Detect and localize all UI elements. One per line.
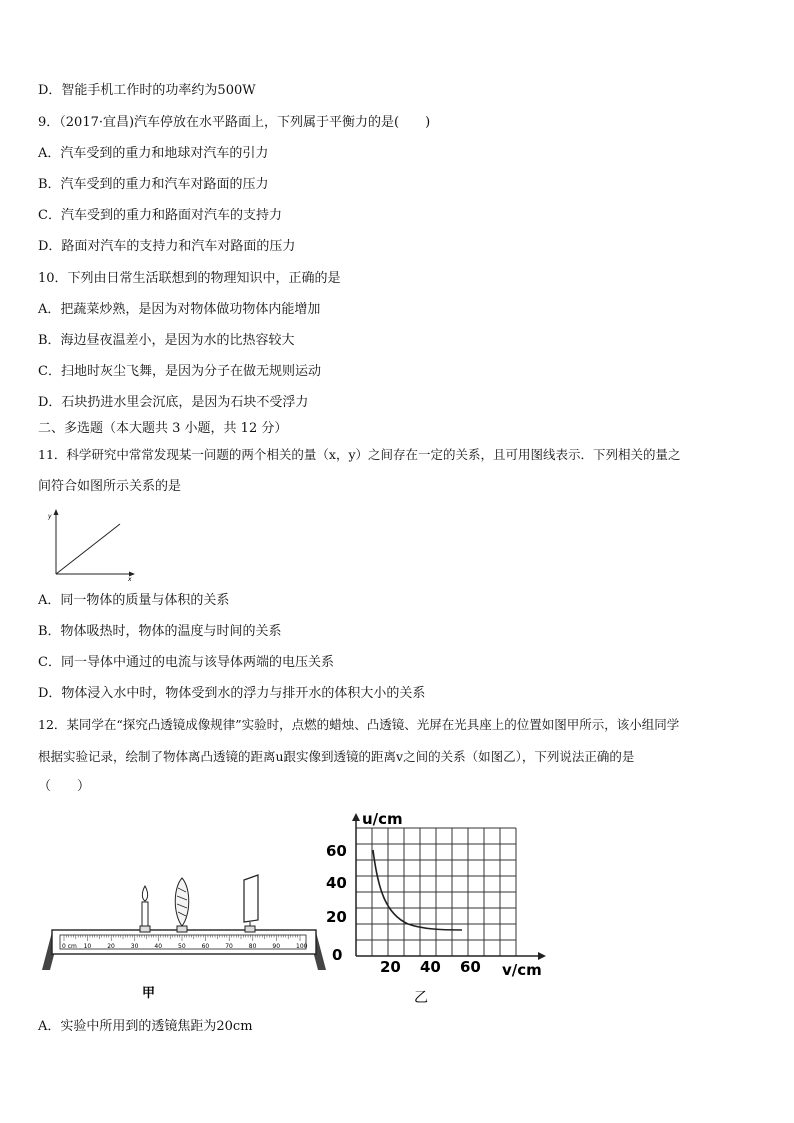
q10-option-a: A．把蔬菜炒熟，是因为对物体做功物体内能增加 <box>38 302 321 317</box>
scale-label: 10 <box>83 943 92 950</box>
v-axis-label: v/cm <box>502 961 542 979</box>
u-tick-40: 40 <box>326 874 347 892</box>
uv-graph-figure <box>322 810 552 1010</box>
q9-stem: 9．（2017·宜昌)汽车停放在水平路面上，下列属于平衡力的是( ) <box>38 115 431 130</box>
candle-left <box>140 886 150 932</box>
q10-stem: 10．下列由日常生活联想到的物理知识中，正确的是 <box>38 271 341 286</box>
q9-option-b: B．汽车受到的重力和汽车对路面的压力 <box>38 177 269 192</box>
scale-label: 80 <box>248 943 257 950</box>
q12-stem-line1: 12．某同学在“探究凸透镜成像规律”实验时，点燃的蜡烛、凸透镜、光屏在光具座上的位置如图甲所示，该小组同学 <box>38 717 680 732</box>
linear-graph-figure <box>40 506 140 582</box>
q10-option-d: D．石块扔进水里会沉底，是因为石块不受浮力 <box>38 395 309 410</box>
figure-caption-yi: 乙 <box>414 990 428 1006</box>
scale-label: 30 <box>130 943 139 950</box>
figure-caption-jia: 甲 <box>142 986 156 1001</box>
q11-option-d: D．物体浸入水中时，物体受到水的浮力与排开水的体积大小的关系 <box>38 686 426 701</box>
v-tick-20: 20 <box>380 958 401 976</box>
scale-label: 100 <box>296 943 308 950</box>
scale-label: 90 <box>272 943 281 950</box>
y-axis-label: y <box>48 513 52 520</box>
scale-label: 20 <box>107 943 115 950</box>
q8-option-d: D．智能手机工作时的功率约为500W <box>38 83 256 98</box>
scale-label: 60 <box>201 943 210 950</box>
q9-option-d: D．路面对汽车的支持力和汽车对路面的压力 <box>38 239 296 254</box>
q11-option-a: A．同一物体的质量与体积的关系 <box>38 593 230 608</box>
u-tick-60: 60 <box>326 842 347 860</box>
proportional-line <box>56 524 120 574</box>
u-v-curve <box>373 850 462 930</box>
light-screen <box>244 875 258 932</box>
scale-label: 70 <box>225 943 233 950</box>
q11-stem-line1: 11．科学研究中常常发现某一问题的两个相关的量（x，y）之间存在一定的关系，且可用图线表示．下列相关的量之 <box>38 447 681 462</box>
u-tick-20: 20 <box>326 908 347 926</box>
uv-graph-grid <box>356 828 516 956</box>
q11-stem-line2: 间符合如图所示关系的是 <box>38 479 182 494</box>
section-heading-multiple-choice: 二、多选题（本大题共 3 小题，共 12 分） <box>38 421 288 436</box>
scale-label: 40 <box>154 943 163 950</box>
optical-bench-figure <box>38 866 328 1006</box>
u-tick-0: 0 <box>332 946 343 964</box>
convex-lens <box>175 878 189 932</box>
u-axis-arrow <box>352 813 360 821</box>
q12-option-a: A．实验中所用到的透镜焦距为20cm <box>38 1019 253 1034</box>
q11-option-b: B．物体吸热时，物体的温度与时间的关系 <box>38 624 282 639</box>
q10-option-c: C．扫地时灰尘飞舞，是因为分子在做无规则运动 <box>38 364 321 379</box>
q9-option-c: C．汽车受到的重力和路面对汽车的支持力 <box>38 208 282 223</box>
q11-option-c: C．同一导体中通过的电流与该导体两端的电压关系 <box>38 655 334 670</box>
v-tick-60: 60 <box>460 958 481 976</box>
scale-label: 0 cm <box>62 943 77 950</box>
scale-label: 50 <box>178 943 186 950</box>
q12-stem-line3: （ ） <box>38 779 91 794</box>
q9-option-a: A．汽车受到的重力和地球对汽车的引力 <box>38 146 269 161</box>
v-axis-arrow <box>538 952 546 960</box>
v-tick-40: 40 <box>420 958 441 976</box>
x-axis-label: x <box>128 576 132 582</box>
y-axis-arrow <box>54 509 59 515</box>
u-axis-label: u/cm <box>362 810 403 828</box>
q10-option-b: B．海边昼夜温差小，是因为水的比热容较大 <box>38 333 295 348</box>
q12-stem-line2: 根据实验记录，绘制了物体离凸透镜的距离u跟实像到透镜的距离v之间的关系（如图乙），下列说法正确的是 <box>38 749 635 764</box>
